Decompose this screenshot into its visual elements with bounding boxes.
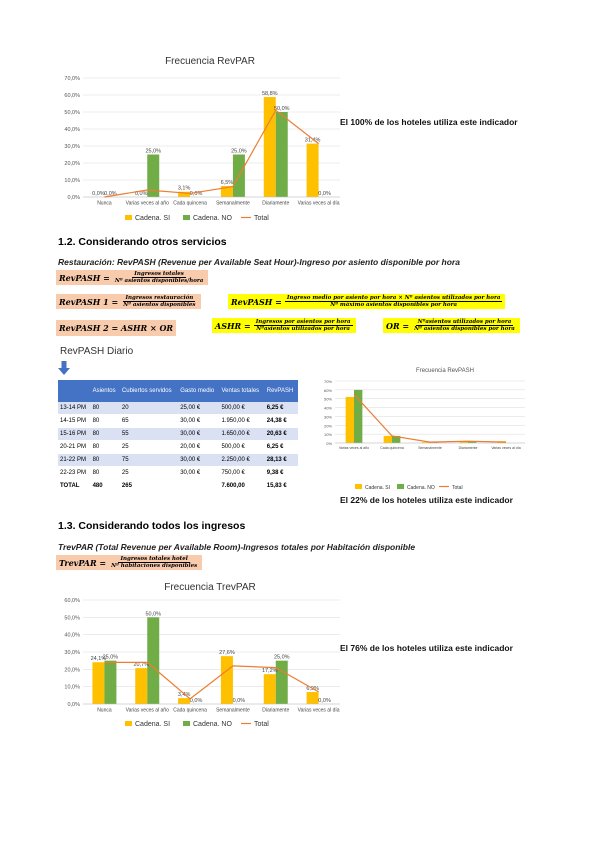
legend-swatch-cadena-no: [397, 484, 404, 489]
bar-cadena-no: [276, 661, 288, 704]
y-tick-label: 20%: [323, 423, 332, 429]
table-header: Cubiertos servidos: [120, 380, 178, 402]
y-tick-label: 0,0%: [67, 702, 80, 708]
y-tick-label: 30,0%: [64, 650, 80, 656]
table-header: RevPASH: [265, 380, 298, 402]
x-tick-label: Diariamente: [262, 200, 290, 207]
table-cell: 24,38 €: [265, 415, 298, 428]
table-cell: 80: [91, 467, 120, 480]
bar-cadena-no: [147, 617, 159, 704]
revpar-usage-note: El 100% de los hoteles utiliza este indicador: [340, 117, 518, 127]
table-cell: 30,00 €: [178, 454, 219, 467]
table-header: [58, 380, 91, 402]
table-cell: 20: [120, 402, 178, 415]
table-cell: TOTAL: [58, 480, 91, 493]
x-tick-label: Cada quincena: [173, 200, 207, 207]
legend-swatch-cadena-si: [125, 721, 132, 726]
data-label-cadena-no: 25,0%: [231, 148, 247, 155]
table-cell: 14-15 PM: [58, 415, 91, 428]
table-total-row: [58, 480, 298, 493]
table-header-row: [58, 380, 298, 402]
data-label-cadena-no: 0,0%: [318, 191, 331, 197]
data-label-cadena-no: 25,0%: [273, 654, 290, 661]
y-tick-label: 60%: [323, 387, 332, 393]
table-cell: 20,00 €: [178, 441, 219, 454]
table-cell: 500,00 €: [219, 441, 264, 454]
data-label-cadena-si: 24,1%: [90, 656, 107, 663]
data-label-cadena-no: 50,0%: [273, 106, 290, 112]
table-row: [58, 454, 298, 467]
formula-revpash-1: RevPASH 1 = $\frac{\text{Ingresos restauración}}{\text{Nº asientos disponibles}}$: [56, 294, 201, 309]
revpash-chart: [315, 375, 530, 493]
bar-cadena-si: [307, 692, 319, 704]
legend-label-cadena-no: Cadena. NO: [407, 485, 435, 491]
table-cell: 21-22 PM: [58, 454, 91, 467]
revpash-table-title: RevPASH Diario: [60, 346, 134, 357]
table-cell: 25: [120, 441, 178, 454]
data-label-cadena-si: 3,1%: [177, 185, 191, 192]
x-tick-label: Diariamente: [458, 446, 478, 450]
data-label-cadena-no: 0,0%: [318, 698, 331, 704]
section-13-heading: 1.3. Considerando todos los ingresos: [58, 520, 246, 532]
bar-cadena-no: [104, 661, 116, 704]
data-label-cadena-no: 0,0%: [189, 698, 203, 704]
y-tick-label: 40,0%: [64, 127, 80, 133]
revpash-usage-note: El 22% de los hoteles utiliza este indicador: [340, 495, 513, 505]
legend-label-cadena-no: Cadena. NO: [193, 721, 232, 728]
x-tick-label: Varias veces al día: [297, 707, 340, 714]
data-label-cadena-si: 27,6%: [219, 650, 235, 657]
table-cell: 28,13 €: [265, 454, 298, 467]
y-tick-label: 40,0%: [64, 632, 80, 639]
data-label-cadena-si: 31,4%: [304, 137, 321, 144]
y-tick-label: 20,0%: [64, 161, 80, 167]
x-tick-label: Varias veces al año: [125, 707, 169, 714]
table-row: [58, 402, 298, 415]
x-tick-label: Varias veces al día: [297, 200, 340, 207]
series-line-total: [354, 394, 506, 442]
table-cell: 80: [91, 402, 120, 415]
data-label-cadena-si: 0,0%: [92, 191, 105, 197]
section-12-heading: 1.2. Considerando otros servicios: [58, 236, 227, 248]
data-label-cadena-si: 0,0%: [134, 191, 148, 197]
legend-label-total: Total: [254, 215, 269, 222]
trevpar-chart-title: Frecuencia TrevPAR: [164, 582, 256, 593]
table-row: [58, 415, 298, 428]
bar-cadena-si: [135, 668, 147, 704]
table-cell: 13-14 PM: [58, 402, 91, 415]
table-cell: 750,00 €: [219, 467, 264, 480]
x-tick-label: Nunca: [97, 200, 112, 207]
data-label-cadena-si: 6,9%: [306, 686, 319, 693]
table-cell: 65: [120, 415, 178, 428]
revpar-chart: [55, 68, 345, 226]
data-label-cadena-si: 20,7%: [133, 662, 150, 669]
table-header: Asientos: [91, 380, 120, 402]
data-label-cadena-no: 0,0%: [232, 698, 246, 704]
table-cell: 6,25 €: [265, 441, 298, 454]
bar-cadena-si: [264, 97, 276, 197]
data-label-cadena-si: 6,5%: [220, 179, 234, 186]
x-tick-label: Nunca: [97, 707, 112, 714]
table-cell: 30,00 €: [178, 415, 219, 428]
x-tick-label: Cada quincena: [173, 707, 207, 714]
y-tick-label: 60,0%: [64, 93, 80, 99]
table-cell: 20-21 PM: [58, 441, 91, 454]
y-tick-label: 50,0%: [64, 110, 80, 116]
legend-label-total: Total: [452, 485, 463, 491]
data-label-cadena-si: 3,4%: [177, 692, 191, 699]
legend-label-cadena-no: Cadena. NO: [193, 215, 232, 222]
legend-swatch-cadena-si: [355, 484, 362, 489]
y-tick-label: 40%: [323, 405, 332, 411]
formula-revpash-2: RevPASH 2 = ASHR × OR: [56, 320, 176, 336]
formula-revpash-alt: RevPASH = Ingreso medio por asiento por hora × Nº asientos utilizados por hora Nº máximo asientos disponibles por hora: [228, 294, 505, 309]
bar-cadena-si: [346, 397, 354, 443]
formula-revpash: RevPASH = $\frac{\text{Ingresos totales}}{\text{Nº asientos disponibles/hora}}$: [56, 270, 208, 285]
data-label-cadena-si: 17,2%: [261, 668, 278, 675]
data-label-cadena-no: 25,0%: [102, 654, 119, 661]
table-cell: 30,00 €: [178, 428, 219, 441]
y-tick-label: 70,0%: [64, 76, 80, 82]
x-tick-label: Diariamente: [262, 707, 290, 714]
trevpar-chart: [55, 592, 345, 734]
legend-label-cadena-si: Cadena. SI: [135, 721, 171, 728]
revpar-chart-title: Frecuencia RevPAR: [165, 56, 255, 67]
data-label-cadena-no: 50,0%: [145, 611, 162, 618]
y-tick-label: 10%: [323, 432, 332, 438]
legend-label-total: Total: [254, 721, 269, 728]
table-cell: 55: [120, 428, 178, 441]
y-tick-label: 10,0%: [64, 684, 80, 691]
table-row: [58, 441, 298, 454]
table-cell: 25: [120, 467, 178, 480]
y-tick-label: 30,0%: [64, 144, 80, 150]
down-arrow-icon: [58, 361, 70, 380]
table-cell: 80: [91, 441, 120, 454]
x-tick-label: Varias veces al año: [125, 200, 169, 207]
y-tick-label: 50%: [323, 396, 332, 402]
table-cell: 15,83 €: [265, 480, 298, 493]
bar-cadena-si: [307, 144, 319, 197]
table-cell: 500,00 €: [219, 402, 264, 415]
table-cell: 75: [120, 454, 178, 467]
table-row: [58, 467, 298, 480]
bar-cadena-si: [384, 436, 392, 443]
y-tick-label: 0%: [326, 441, 332, 446]
revpash-chart-title: Frecuencia RevPASH: [416, 368, 474, 374]
legend-label-cadena-si: Cadena. SI: [135, 215, 171, 222]
y-tick-label: 70%: [323, 379, 332, 384]
legend-swatch-cadena-no: [183, 215, 190, 220]
table-row: [58, 428, 298, 441]
table-cell: [178, 480, 219, 493]
bar-cadena-si: [92, 662, 104, 704]
y-tick-label: 30%: [323, 414, 332, 420]
data-label-cadena-no: 0,0%: [104, 191, 117, 197]
x-tick-label: Semanalmente: [216, 200, 250, 207]
table-cell: 25,00 €: [178, 402, 219, 415]
table-cell: 30,00 €: [178, 467, 219, 480]
table-cell: 1.950,00 €: [219, 415, 264, 428]
bar-cadena-no: [354, 390, 362, 443]
x-tick-label: Varias veces al año: [338, 446, 370, 450]
table-cell: 2.250,00 €: [219, 454, 264, 467]
bar-cadena-si: [264, 674, 276, 704]
formula-ashr: ASHR = $\frac{\text{Ingresos por asientos por hora}}{\text{Nºasientos utilizados por hora}}$: [212, 318, 356, 333]
table-cell: 6,25 €: [265, 402, 298, 415]
table-cell: 480: [91, 480, 120, 493]
formula-trevpar: TrevPAR = $\frac{\text{Ingresos totales hotel}}{\text{Nº habitaciones disponibles}}$: [56, 555, 202, 570]
table-cell: 265: [120, 480, 178, 493]
table-cell: 80: [91, 428, 120, 441]
revpash-table: [58, 380, 298, 493]
x-tick-label: Semanalmente: [418, 446, 442, 450]
bar-cadena-si: [178, 698, 190, 704]
x-tick-label: Cada quincena: [380, 446, 404, 450]
table-cell: 20,63 €: [265, 428, 298, 441]
bar-cadena-no: [276, 112, 288, 197]
table-cell: 9,38 €: [265, 467, 298, 480]
table-cell: 22-23 PM: [58, 467, 91, 480]
table-header: Gasto medio: [178, 380, 219, 402]
trevpar-usage-note: El 76% de los hoteles utiliza este indicador: [340, 643, 513, 653]
y-tick-label: 20,0%: [64, 667, 80, 674]
legend-swatch-cadena-si: [125, 215, 132, 220]
section-13-subtitle: TrevPAR (Total Revenue per Available Room)-Ingresos totales por Habitación disponible: [58, 542, 416, 552]
y-tick-label: 60,0%: [64, 598, 80, 604]
data-label-cadena-si: 58,8%: [261, 91, 278, 98]
y-tick-label: 10,0%: [64, 178, 80, 184]
table-cell: 80: [91, 415, 120, 428]
y-tick-label: 0,0%: [67, 195, 80, 201]
data-label-cadena-no: 0,0%: [189, 191, 203, 197]
bar-cadena-si: [221, 656, 233, 704]
y-tick-label: 50,0%: [64, 615, 80, 622]
data-label-cadena-no: 25,0%: [145, 148, 162, 155]
section-12-subtitle: Restauración: RevPASH (Revenue per Available Seat Hour)-Ingreso por asiento disponible por hora: [58, 257, 460, 267]
x-tick-label: Varias veces al día: [491, 446, 521, 450]
legend-label-cadena-si: Cadena. SI: [365, 485, 391, 491]
table-cell: 7.600,00: [219, 480, 264, 493]
legend-swatch-cadena-no: [183, 721, 190, 726]
x-tick-label: Semanalmente: [216, 707, 250, 714]
formula-or: OR = $\frac{\text{Nºasientos utilizados por hora}}{\text{Nº asientos disponibles por hora}}$: [383, 318, 520, 333]
table-cell: 1.650,00 €: [219, 428, 264, 441]
table-cell: 15-16 PM: [58, 428, 91, 441]
table-cell: 80: [91, 454, 120, 467]
table-header: Ventas totales: [219, 380, 264, 402]
